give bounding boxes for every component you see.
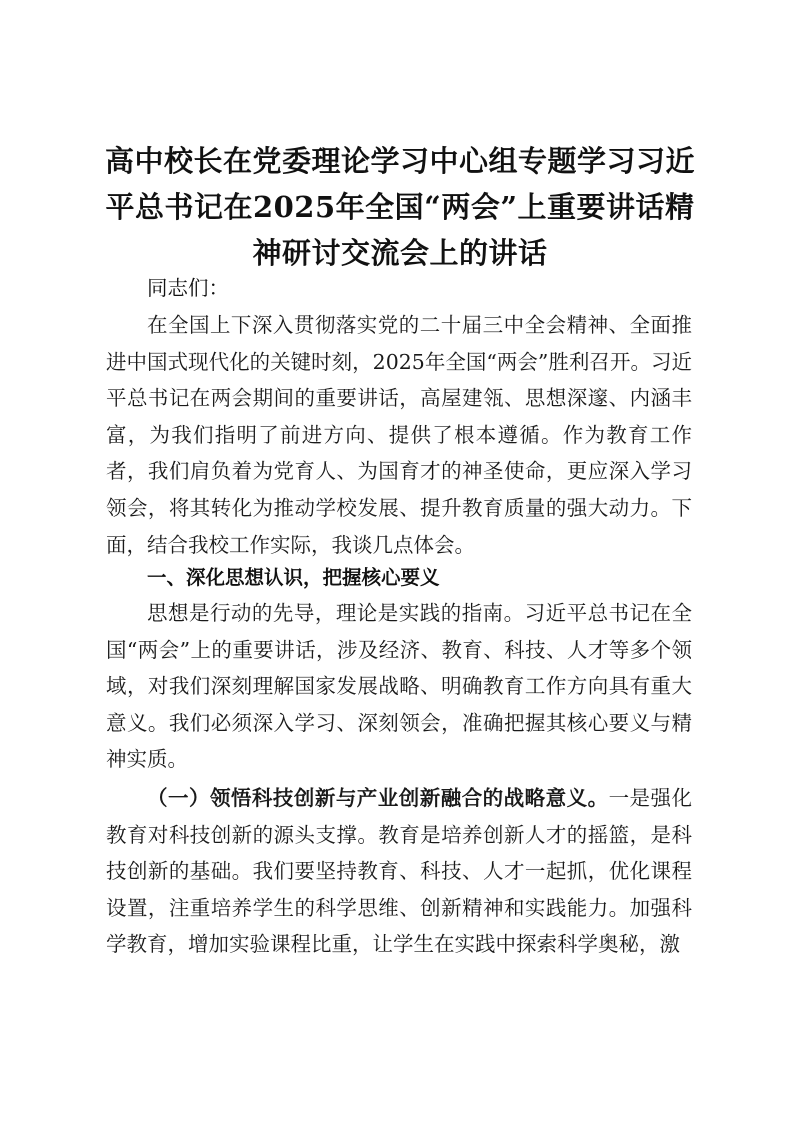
sub-heading-1: （一）领悟科技创新与产业创新融合的战略意义。 [147, 786, 609, 810]
sub-paragraph-1-text: 一是强化教育对科技创新的源头支撑。教育是培养创新人才的摇篮，是科技创新的基础。我们要坚持教育、科技、人才一起抓，优化课程设置，注重培养学生的科学思维、创新精神和实践能力。加强科学教育，增加实验课程比重，让学生在实践中探索科学奥秘，激 [106, 786, 693, 957]
paragraph-section-1: 思想是行动的先导，理论是实践的指南。习近平总书记在全国“两会”上的重要讲话，涉及经济、教育、科技、人才等多个领域，对我们深刻理解国家发展战略、明确教育工作方向具有重大意义。我们必须深入学习、深刻领会，准确把握其核心要义与精神实质。 [106, 601, 692, 772]
salutation: 同志们： [147, 276, 229, 300]
paragraph-intro: 在全国上下深入贯彻落实党的二十届三中全会精神、全面推进中国式现代化的关键时刻，2025年全国“两会”胜利召开。习近平总书记在两会期间的重要讲话，高屋建瓴、思想深邃、内涵丰富，为我们指明了前进方向、提供了根本遵循。作为教育工作者，我们肩负着为党育人、为国育才的神圣使命，更应深入学习领会，将其转化为推动学校发展、提升教育质量的强大动力。下面，结合我校工作实际，我谈几点体会。 [106, 313, 692, 557]
document-title: 高中校长在党委理论学习中心组专题学习习近平总书记在2025年全国“两会”上重要讲话精神研讨交流会上的讲话 [104, 144, 695, 270]
section-heading-1: 一、深化思想认识，把握核心要义 [147, 566, 440, 589]
paragraph-subsection-1 [106, 780, 692, 963]
